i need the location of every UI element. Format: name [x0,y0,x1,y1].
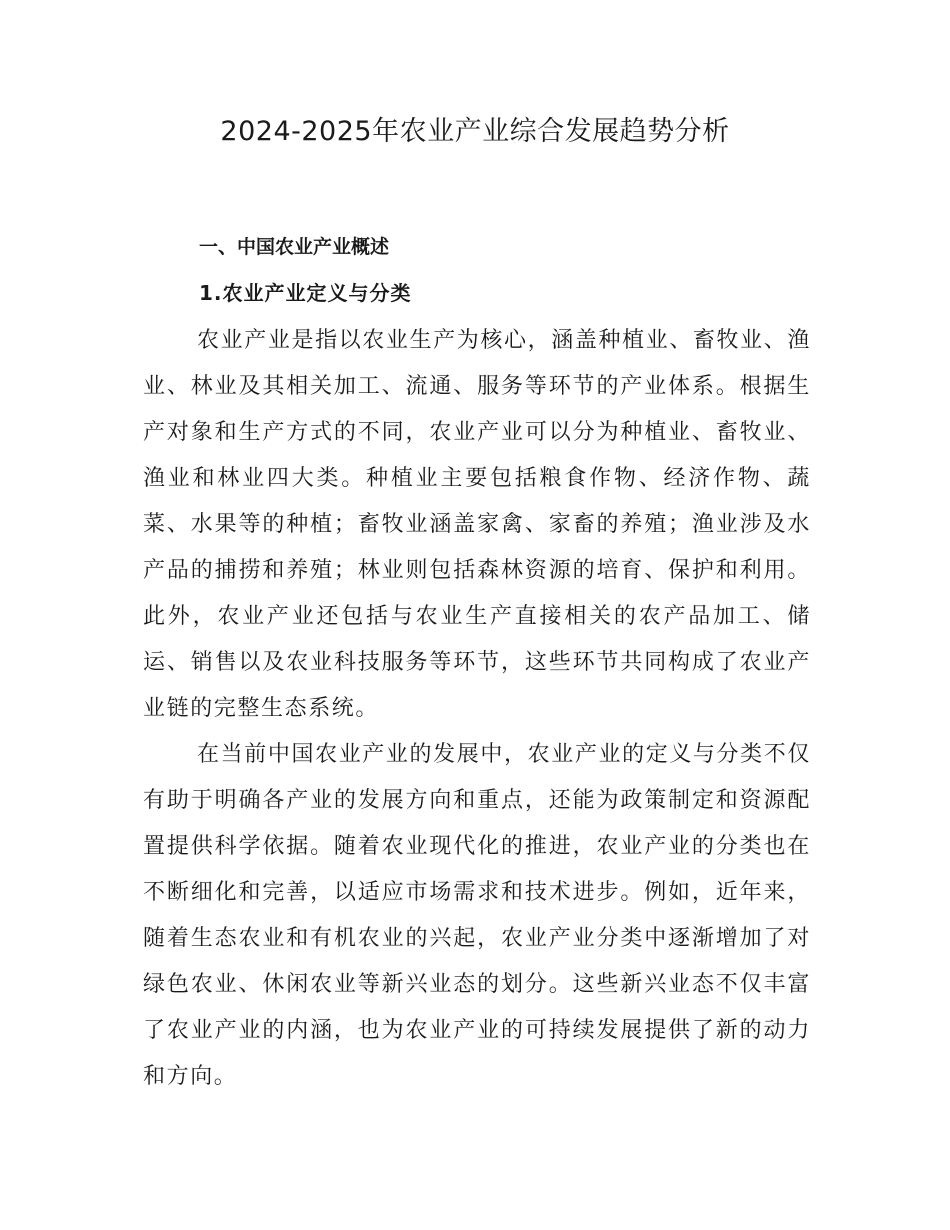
document-title: 2024-2025年农业产业综合发展趋势分析 [220,116,730,147]
section-heading: 一、中国农业产业概述 [199,236,390,258]
body-paragraph-1: 农业产业是指以农业生产为核心，涵盖种植业、畜牧业、渔业、林业及其相关加工、流通、服务等环节的产业体系。根据生产对象和生产方式的不同，农业产业可以分为种植业、畜牧业、渔业和林业四大类。种植业主要包括粮食作物、经济作物、蔬菜、水果等的种植；畜牧业涵盖家禽、家畜的养殖；渔业涉及水产品的捕捞和养殖；林业则包括森林资源的培育、保护和利用。此外，农业产业还包括与农业生产直接相关的农产品加工、储运、销售以及农业科技服务等环节，这些环节共同构成了农业产业链的完整生态系统。 [143,328,811,721]
sub-heading: 1.农业产业定义与分类 [199,281,412,305]
body-paragraph-2: 在当前中国农业产业的发展中，农业产业的定义与分类不仅有助于明确各产业的发展方向和重点，还能为政策制定和资源配置提供科学依据。随着农业现代化的推进，农业产业的分类也在不断细化和完善，以适应市场需求和技术进步。例如，近年来，随着生态农业和有机农业的兴起，农业产业分类中逐渐增加了对绿色农业、休闲农业等新兴业态的划分。这些新兴业态不仅丰富了农业产业的内涵，也为农业产业的可持续发展提供了新的动力和方向。 [143,742,811,1089]
